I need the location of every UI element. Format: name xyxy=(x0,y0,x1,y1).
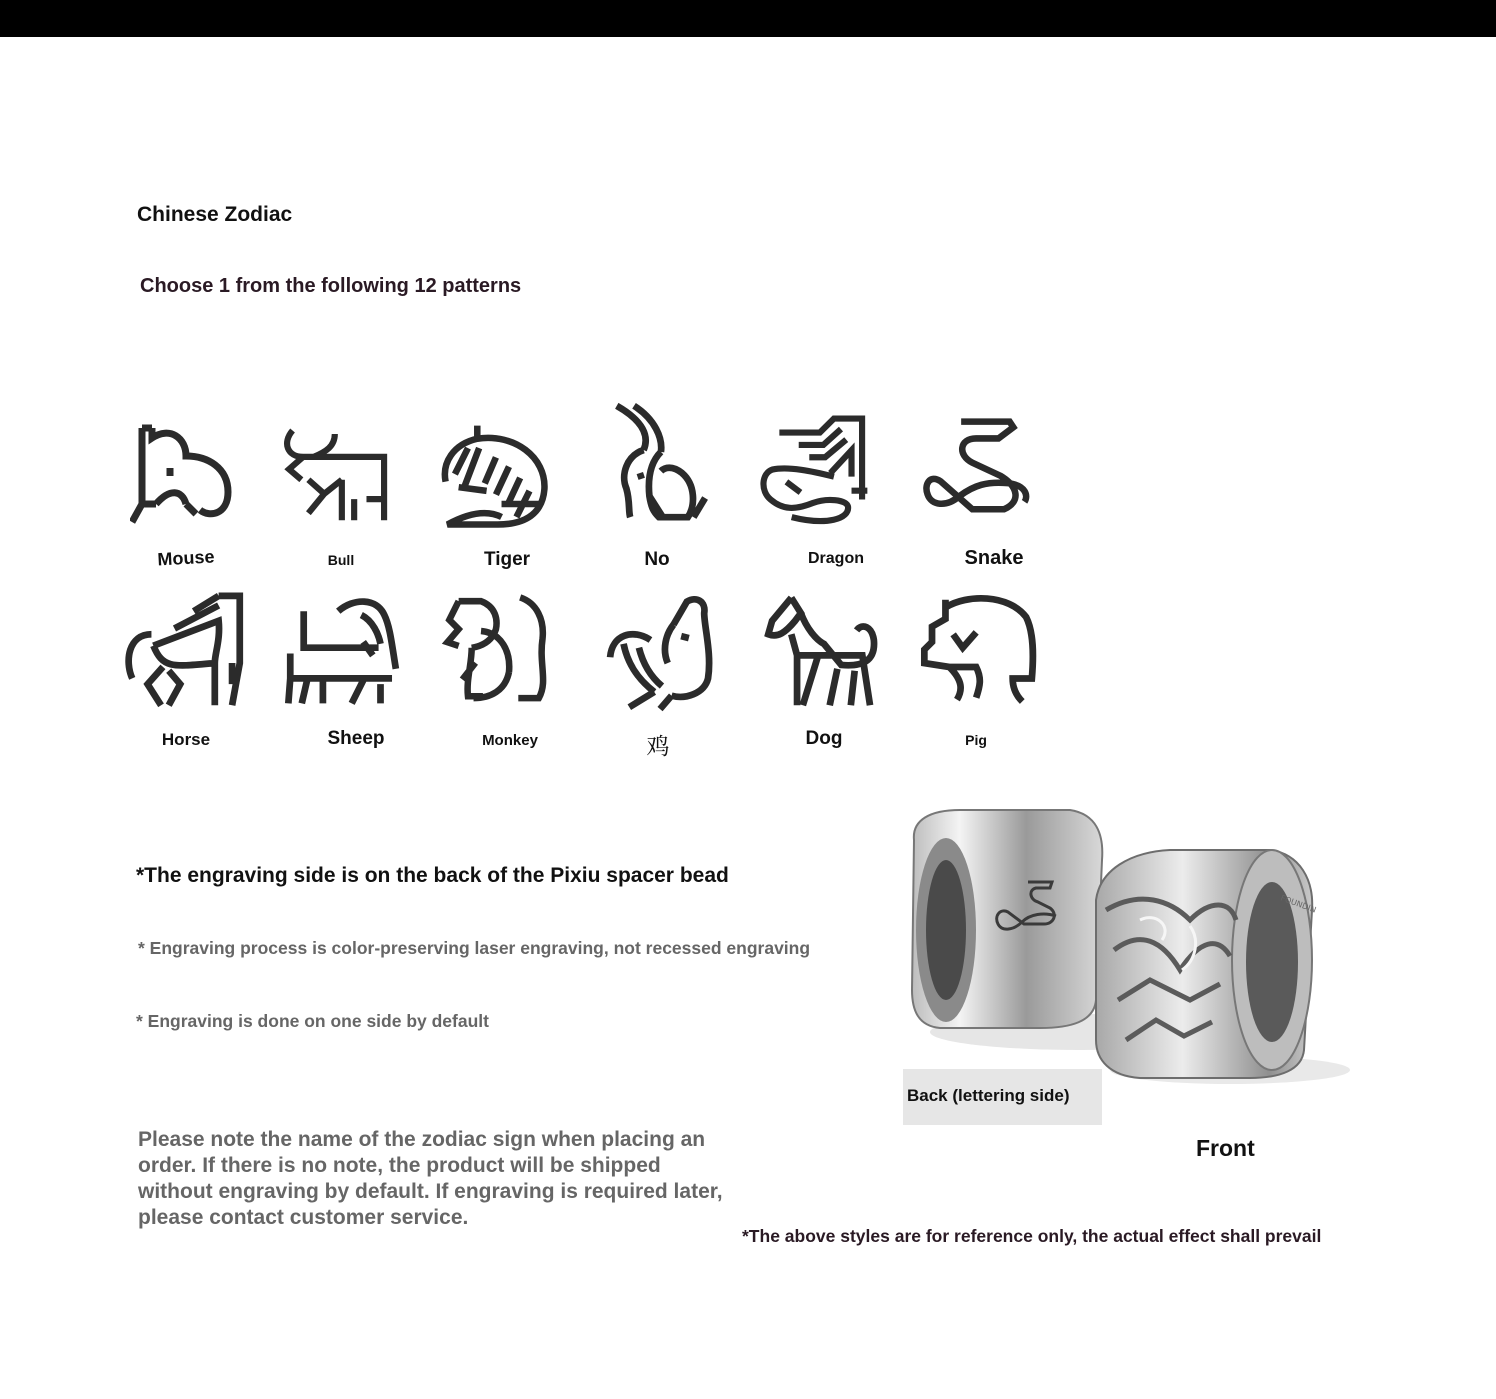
page-title: Chinese Zodiac xyxy=(137,203,293,226)
page-subtitle: Choose 1 from the following 12 patterns xyxy=(140,275,522,297)
dog-icon[interactable] xyxy=(760,592,885,712)
zodiac-label-horse: Horse xyxy=(161,730,211,749)
rabbit-icon[interactable] xyxy=(604,402,714,522)
zodiac-label-tiger: Tiger xyxy=(483,549,531,570)
zodiac-label-mouse: Mouse xyxy=(156,546,215,570)
snake-icon[interactable] xyxy=(922,412,1032,532)
tiger-icon[interactable] xyxy=(440,416,550,536)
engraving-default-note: * Engraving is done on one side by default xyxy=(136,1011,489,1031)
bull-icon[interactable] xyxy=(282,418,392,538)
pig-icon[interactable] xyxy=(918,594,1043,714)
zodiac-label-rabbit: No xyxy=(644,549,670,570)
mouse-icon[interactable] xyxy=(130,418,240,538)
front-side-label: Front xyxy=(1196,1135,1255,1161)
zodiac-label-sheep: Sheep xyxy=(327,728,385,749)
order-note: Please note the name of the zodiac sign when placing an order. If there is no note, the product will be shipped without engraving by default. If engraving is required later, please contact customer service. xyxy=(138,1128,723,1229)
zodiac-label-monkey: Monkey xyxy=(482,732,538,749)
sheep-icon[interactable] xyxy=(282,592,407,712)
zodiac-label-dog: Dog xyxy=(805,728,843,749)
top-bar xyxy=(0,0,1496,37)
horse-icon[interactable] xyxy=(122,592,250,712)
engraving-process-note: * Engraving process is color-preserving laser engraving, not recessed engraving xyxy=(138,938,811,958)
reference-disclaimer: *The above styles are for reference only, the actual effect shall prevail xyxy=(742,1226,1322,1246)
zodiac-label-pig: Pig xyxy=(965,732,987,748)
rooster-icon[interactable] xyxy=(602,592,720,712)
engraving-side-note: *The engraving side is on the back of the Pixiu spacer bead xyxy=(136,864,729,887)
zodiac-label-rooster: 鸡 xyxy=(646,734,670,760)
back-side-label: Back (lettering side) xyxy=(903,1069,1102,1125)
monkey-icon[interactable] xyxy=(440,592,550,712)
svg-text:FOUNDIN: FOUNDIN xyxy=(1279,893,1318,915)
zodiac-label-dragon: Dragon xyxy=(808,550,864,567)
zodiac-label-snake: Snake xyxy=(964,547,1024,569)
bead-product-photo xyxy=(900,800,1360,1090)
zodiac-label-bull: Bull xyxy=(327,552,355,568)
dragon-icon[interactable] xyxy=(760,410,870,530)
